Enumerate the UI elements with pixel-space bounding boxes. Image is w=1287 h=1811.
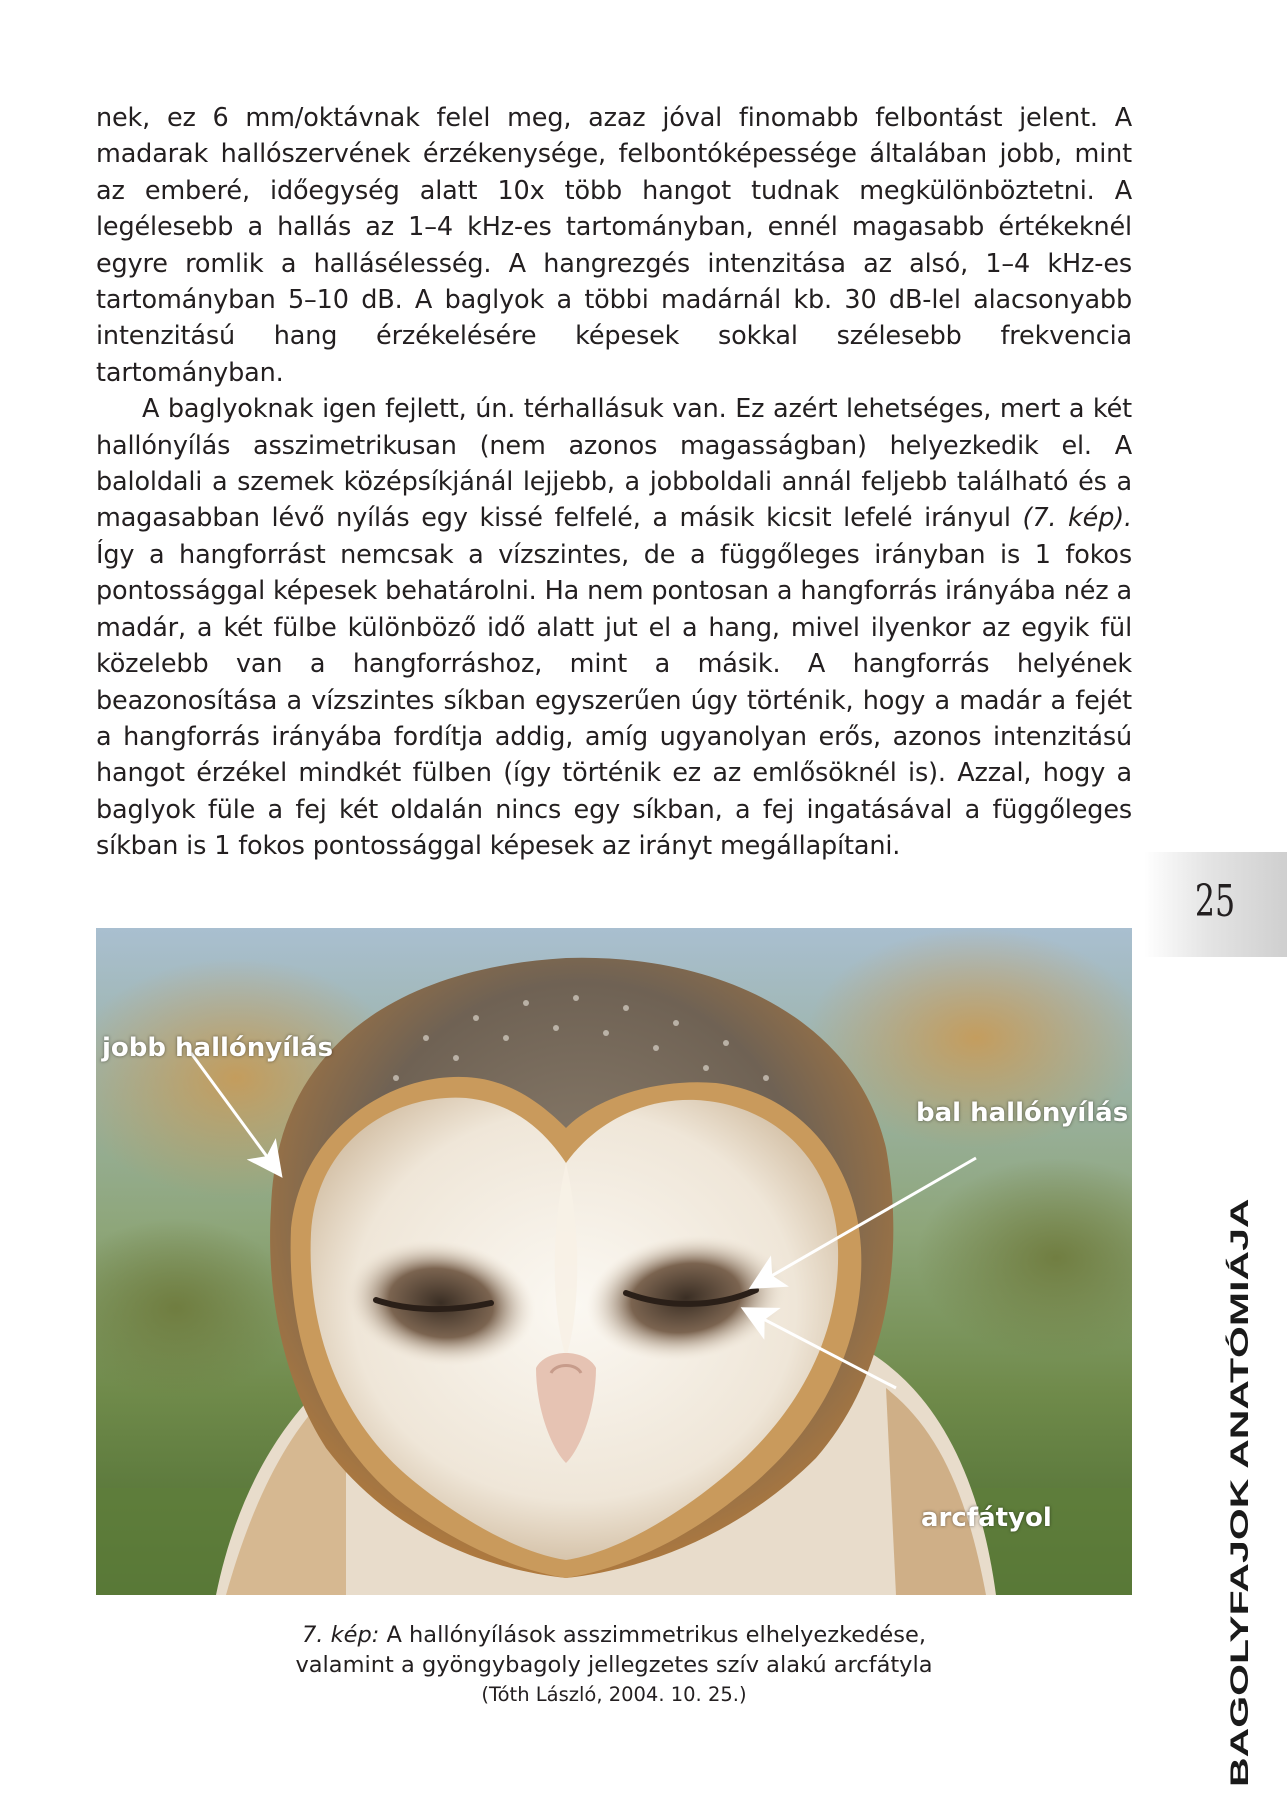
caption-line-2: valamint a gyöngybagoly jellegzetes szív alakú arcfátyla — [295, 1652, 933, 1678]
paragraph-1-run-1: nek, ez 6 mm/oktávnak felel meg, azaz jóval finomabb felbontást jelent. A madarak hallószervének érzékenysége, felbontóképessége általában jobb, mint az emberé, időegység alatt 10x több hangot tudnak megkülönböztetni. A legélesebb a hallás az 1–4 kHz-es tartományban, ennél magasabb értékeknél egyre romlik a hallásélesség. A hangrezgés intenzitása az alsó, 1–4 kHz-es tartományban 5–10 dB. A baglyok a többi madárnál kb. 30 dB-lel alacsonyabb intenzitású hang érzékelésére képesek sokkal szélesebb frekvencia tartományban. — [96, 103, 1132, 388]
barn-owl-illustration — [96, 928, 1132, 1595]
body-text — [96, 100, 1132, 865]
running-title — [1216, 1199, 1263, 1787]
label-facial-disc: arcfátyol — [921, 1503, 1052, 1533]
caption-line-1 — [96, 1620, 1132, 1650]
paragraph-1 — [96, 100, 1132, 391]
barn-owl-photo — [96, 928, 1132, 1595]
paragraph-2 — [96, 391, 1132, 864]
paragraph-2-run-1: A baglyoknak igen fejlett, ún. térhallásuk van. Ez azért lehetséges, mert a két hallónyílás asszimetrikusan (nem azonos magasságban) helyezkedik el. A baloldali a szemek középsíkjánál lejjebb, a jobboldali annál feljebb található és a magasabban lévő nyílás egy kissé felfelé, a másik kicsit lefelé irányul — [96, 394, 1132, 534]
label-right-ear: jobb hallónyílás — [102, 1033, 334, 1063]
caption-credit: (Tóth László, 2004. 10. 25.) — [481, 1683, 747, 1706]
caption-figure-ref: 7. kép: — [301, 1622, 380, 1648]
running-title-text: BAGOLYFAJOK ANATÓMIÁJA — [1224, 1198, 1254, 1787]
caption-text-1: A hallónyílások asszimmetrikus elhelyezkedése, — [379, 1622, 926, 1648]
label-left-ear: bal hallónyílás — [916, 1098, 1129, 1128]
page-number: 25 — [1194, 876, 1236, 927]
figure-caption — [96, 1620, 1132, 1710]
paragraph-2-run-3: Így a hangforrást nemcsak a vízszintes, de a függőleges irányban is 1 fokos pontossággal képesek behatárolni. Ha nem pontosan a hangforrás irányába néz a madár, a két fülbe különböző idő alatt jut el a hang, mivel ilyenkor az egyik fül közelebb van a hangforráshoz, mint a másik. A hangforrás helyének beazonosítása a vízszintes síkban egyszerűen úgy történik, hogy a madár a fejét a hangforrás irányába fordítja addig, amíg ugyanolyan erős, azonos intenzitású hangot érzékel mindkét fülben (így történik ez az emlősöknél is). Azzal, hogy a baglyok füle a fej két oldalán nincs egy síkban, a fej ingatásával a függőleges síkban is 1 fokos pontossággal képesek az irányt megállapítani. — [96, 539, 1132, 862]
paragraph-2-run-2: (7. kép). — [1022, 503, 1132, 534]
